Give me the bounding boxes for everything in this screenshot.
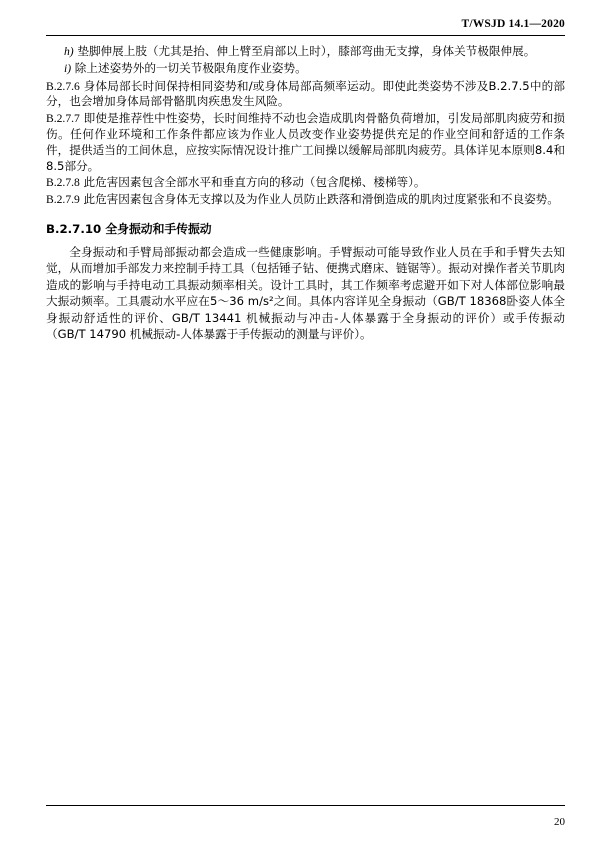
footer-divider [46, 805, 565, 806]
page-header: T/WSJD 14.1—2020 [461, 18, 565, 30]
list-item-label: i) [64, 61, 72, 75]
section-body: 全身振动和手臂局部振动都会造成一些健康影响。手臂振动可能导致作业人员在手和手臂失去知觉，从而增加手部发力来控制手持工具（包括锤子钻、便携式磨床、链锯等）。振动对操作者关节肌肉造成的影响与手持电动工具振动频率相关。设计工具时，其工作频率考虑避开如下对人体部位影响最大振动频率。工具震动水平应在5～36 m/s²之间。具体内容详见全身振动（GB/T 18368卧姿人体全身振动舒适性的评价、GB/T 13441 机械振动与冲击-人体暴露于全身振动的评价）或手传振动（GB/T 14790 机械振动-人体暴露于手传振动的测量与评价）。 [46, 244, 565, 341]
clause-number: B.2.7.9 [46, 193, 80, 207]
clause-text: 身体局部长时间保持相同姿势和/或身体局部高频率运动。即使此类姿势不涉及B.2.7.5中的部分，也会增加身体局部骨骼肌肉疾患发生风险。 [46, 78, 565, 109]
clause-paragraph [46, 111, 565, 174]
clause-paragraph [46, 175, 565, 191]
list-item-text: 垫脚伸展上肢（尤其是抬、伸上臂至肩部以上时），膝部弯曲无支撑，身体关节极限伸展。 [77, 44, 536, 58]
list-item [46, 61, 565, 77]
page-number: 20 [554, 816, 565, 828]
list-item-text: 除上述姿势外的一切关节极限角度作业姿势。 [74, 60, 307, 75]
clause-paragraph [46, 192, 565, 208]
clause-text: 此危害因素包含身体无支撑以及为作业人员防止跌落和滑倒造成的肌肉过度紧张和不良姿势。 [83, 192, 559, 207]
clause-number: B.2.7.6 [46, 79, 80, 93]
section-heading: B.2.7.10 全身振动和手传振动 [46, 221, 212, 236]
list-item-label: h) [64, 45, 74, 58]
clause-text: 此危害因素包含全部水平和垂直方向的移动（包含爬梯、楼梯等）。 [83, 175, 426, 190]
clause-text: 即使是推荐性中性姿势，长时间维持不动也会造成肌肉骨骼负荷增加，引发局部肌肉疲劳和损伤。任何作业环境和工作条件都应该为作业人员改变作业姿势提供充足的作业空间和舒适的工作条件，提供适当的工间休息，应按实际情况设计推广工间操以缓解局部肌肉疲劳。具体详见本原则8.4和8.5部分。 [46, 111, 565, 173]
header-divider [46, 35, 565, 36]
clause-paragraph [46, 79, 565, 111]
clause-number: B.2.7.7 [46, 112, 80, 126]
clause-number: B.2.7.8 [46, 176, 80, 190]
list-item [46, 44, 565, 60]
page-content [46, 44, 565, 342]
